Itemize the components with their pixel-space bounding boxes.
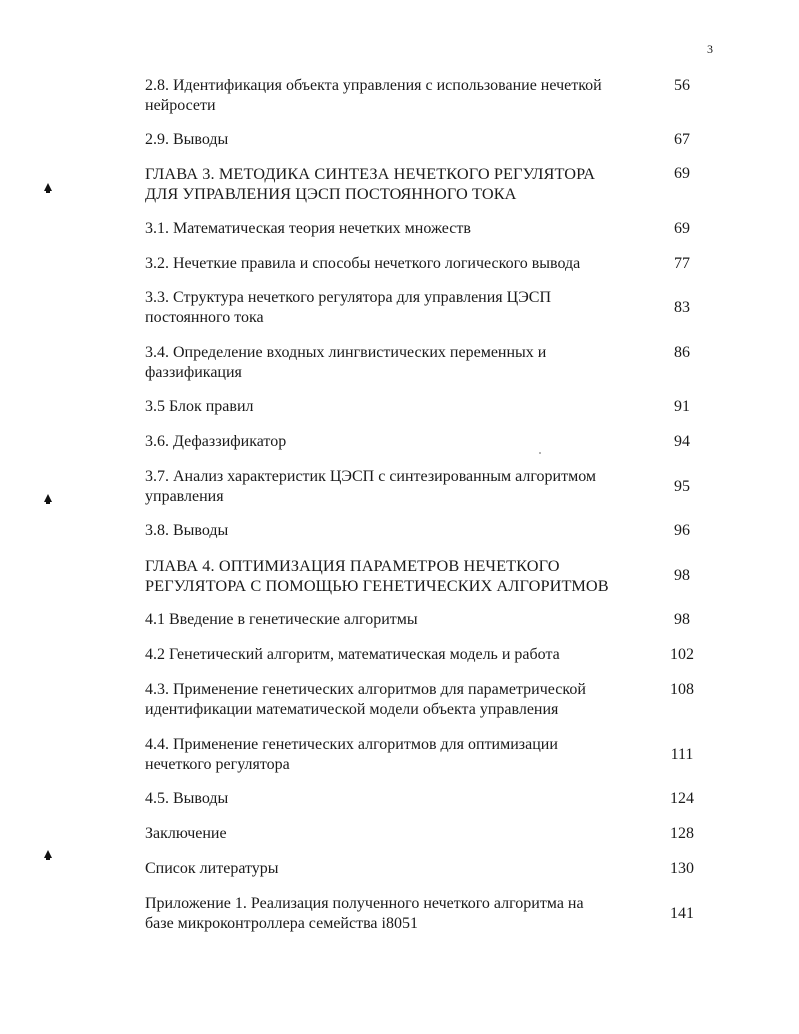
toc-entry-title: 3.6. Дефаззификатор	[145, 433, 287, 450]
toc-entry-title: 3.4. Определение входных лингвистических переменных и фаззификация	[145, 344, 547, 381]
toc-entry-page: 94	[674, 433, 690, 450]
toc-entry-page: 124	[670, 790, 694, 807]
toc-entry-title: ГЛАВА 4. ОПТИМИЗАЦИЯ ПАРАМЕТРОВ НЕЧЕТКОГО РЕГУЛЯТОРА С ПОМОЩЬЮ ГЕНЕТИЧЕСКИХ АЛГОРИТМОВ	[145, 556, 609, 595]
margin-mark-icon	[44, 850, 52, 858]
toc-entry-page: 128	[670, 825, 694, 842]
toc-entry-title: 3.5 Блок правил	[145, 398, 254, 415]
toc-entry-page: 96	[674, 522, 690, 539]
toc-entry-page: 95	[674, 478, 690, 495]
toc-entry-title: ГЛАВА 3. МЕТОДИКА СИНТЕЗА НЕЧЕТКОГО РЕГУЛЯТОРА ДЛЯ УПРАВЛЕНИЯ ЦЭСП ПОСТОЯННОГО ТОКА	[145, 164, 596, 203]
scan-speck	[539, 452, 541, 454]
toc-entry-page: 141	[670, 905, 694, 922]
toc-entry-page: 91	[674, 398, 690, 415]
toc-entry-title: 2.8. Идентификация объекта управления с использование нечеткой нейросети	[145, 77, 602, 114]
toc-entry-page: 56	[674, 77, 690, 94]
toc-entry-title: 3.1. Математическая теория нечетких множеств	[145, 220, 471, 237]
toc-entry-page: 98	[674, 567, 690, 584]
toc-entry-page: 69	[674, 220, 690, 237]
toc-entry-title: 3.2. Нечеткие правила и способы нечеткого логического вывода	[145, 255, 581, 272]
toc-entry-title: 3.3. Структура нечеткого регулятора для управления ЦЭСП постоянного тока	[145, 289, 552, 326]
toc-entry-title: 4.2 Генетический алгоритм, математическая модель и работа	[145, 646, 560, 663]
toc-entry-page: 67	[674, 131, 690, 148]
toc-entry-title: Заключение	[145, 825, 227, 842]
toc-entry-title: 4.5. Выводы	[145, 790, 229, 807]
toc-entry-title: Список литературы	[145, 860, 279, 877]
page-number: 3	[707, 42, 713, 56]
toc-entry-page: 77	[674, 255, 690, 272]
toc-entry-page: 98	[674, 611, 690, 628]
toc-entry-page: 108	[670, 681, 694, 698]
toc-entry-page: 86	[674, 344, 690, 361]
toc-entry-page: 83	[674, 299, 690, 316]
toc-entry-title: 3.7. Анализ характеристик ЦЭСП с синтезированным алгоритмом управления	[145, 468, 597, 505]
toc-entry-page: 111	[670, 746, 694, 763]
toc-entry-title: 3.8. Выводы	[145, 522, 229, 539]
toc-entry-title: 4.4. Применение генетических алгоритмов для оптимизации нечеткого регулятора	[145, 736, 558, 773]
toc-entry-page: 69	[674, 165, 690, 182]
toc-entry-title: 4.1 Введение в генетические алгоритмы	[145, 611, 418, 628]
toc-entry-page: 102	[670, 646, 694, 663]
margin-mark-icon	[44, 494, 52, 502]
toc-entry-title: 4.3. Применение генетических алгоритмов для параметрической идентификации математической модели объекта управления	[145, 681, 586, 718]
toc-entry-title: 2.9. Выводы	[145, 131, 229, 148]
margin-mark-icon	[44, 183, 52, 191]
toc-entry-title: Приложение 1. Реализация полученного нечеткого алгоритма на базе микроконтроллера семейства i8051	[145, 895, 584, 932]
toc-entry-page: 130	[670, 860, 694, 877]
